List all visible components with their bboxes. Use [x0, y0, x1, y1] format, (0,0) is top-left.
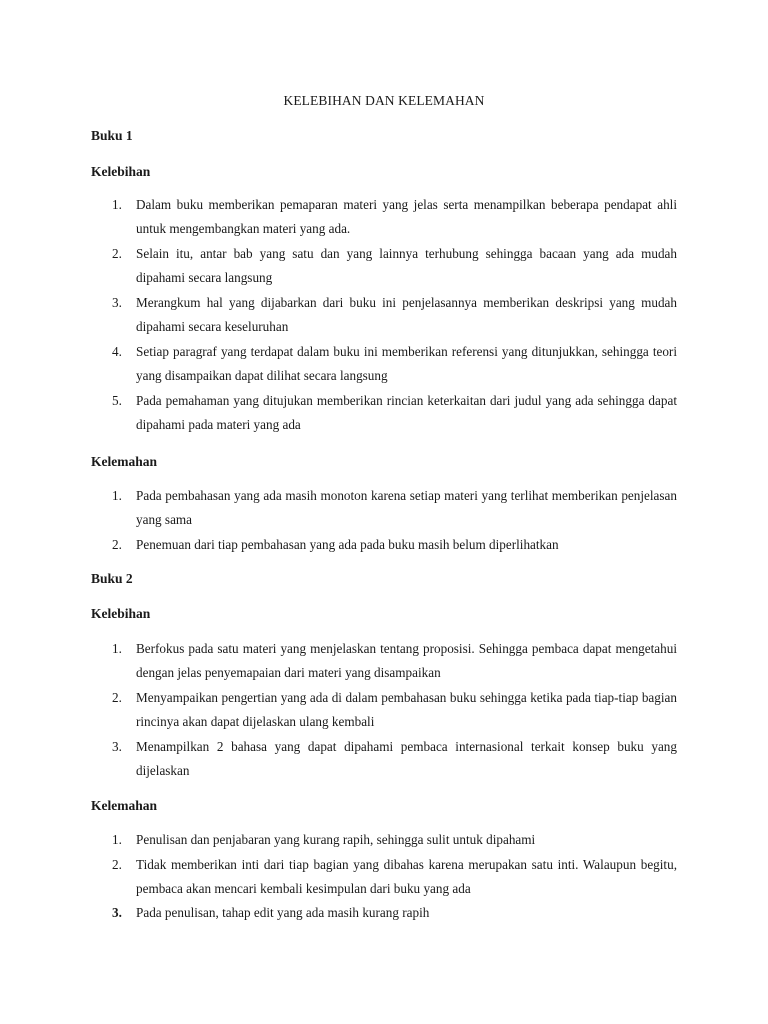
- list-item: [108, 637, 677, 686]
- book-1-strengths-heading: Kelebihan: [91, 164, 151, 179]
- item-number: 1.: [112, 641, 122, 656]
- item-text: Pada pemahaman yang ditujukan memberikan rincian keterkaitan dari judul yang ada sehingga dapat dipahami pada materi yang ada: [136, 392, 677, 432]
- item-number: 5.: [112, 392, 122, 408]
- item-text: Penulisan dan penjabaran yang kurang rapih, sehingga sulit untuk dipahami: [136, 832, 536, 847]
- item-number: 3.: [112, 905, 122, 921]
- item-text: Berfokus pada satu materi yang menjelaskan tentang proposisi. Sehingga pembaca dapat mengetahui dengan jelas penyemapaian dari materi yang disampaikan: [136, 641, 677, 681]
- book-2-strengths-list: [108, 637, 677, 784]
- book-2-heading: Buku 2: [91, 571, 133, 586]
- item-number: 1.: [112, 488, 122, 503]
- list-item: [108, 389, 677, 438]
- list-item: [108, 533, 677, 557]
- item-text: Penemuan dari tiap pembahasan yang ada pada buku masih belum diperlihatkan: [136, 536, 559, 552]
- item-text: Pada penulisan, tahap edit yang ada masih kurang rapih: [136, 905, 430, 921]
- book-1-heading: Buku 1: [91, 128, 133, 143]
- item-number: 2.: [112, 689, 122, 705]
- item-number: 4.: [112, 343, 122, 359]
- item-number: 1.: [112, 832, 122, 847]
- item-text: Menampilkan 2 bahasa yang dapat dipahami pembaca internasional terkait konsep buku yang dijelaskan: [136, 738, 677, 779]
- book-2-weaknesses-heading: Kelemahan: [91, 798, 157, 813]
- book-1-weaknesses-heading: Kelemahan: [91, 454, 157, 469]
- book-2-strengths-heading: Kelebihan: [91, 606, 151, 621]
- list-item: [108, 242, 677, 291]
- item-text: Merangkum hal yang dijabarkan dari buku ini penjelasannya memberikan deskripsi yang mudah dipahami secara keseluruhan: [136, 294, 677, 335]
- list-item: [108, 735, 677, 784]
- item-number: 1.: [112, 197, 122, 212]
- book-2-weaknesses-list: [108, 828, 677, 926]
- list-item: [108, 291, 677, 340]
- book-1-strengths-list: [108, 193, 677, 437]
- item-text: Menyampaikan pengertian yang ada di dalam pembahasan buku sehingga ketika pada tiap-tiap bagian rincinya akan dapat dijelaskan ulang kembali: [136, 689, 677, 730]
- item-text: Selain itu, antar bab yang satu dan yang lainnya terhubung sehingga bacaan yang ada mudah dipahami secara langsung: [136, 245, 677, 286]
- item-text: Dalam buku memberikan pemaparan materi yang jelas serta menampilkan beberapa pendapat ahli untuk mengembangkan materi yang ada.: [136, 197, 677, 237]
- item-number: 3.: [112, 294, 122, 310]
- item-text: Tidak memberikan inti dari tiap bagian yang dibahas karena merupakan satu inti. Walaupun begitu, pembaca akan mencari kembali kesimpulan dari buku yang ada: [136, 856, 677, 896]
- list-item: [108, 484, 677, 533]
- item-text: Setiap paragraf yang terdapat dalam buku ini memberikan referensi yang ditunjukkan, sehingga teori yang disampaikan dapat dilihat secara langsung: [136, 343, 677, 383]
- list-item: [108, 193, 677, 242]
- item-number: 2.: [112, 856, 122, 872]
- list-item: [108, 686, 677, 735]
- list-item: [108, 901, 677, 925]
- item-number: 3.: [112, 738, 122, 754]
- list-item: [108, 853, 677, 902]
- item-text: Pada pembahasan yang ada masih monoton karena setiap materi yang terlihat memberikan penjelasan yang sama: [136, 488, 677, 528]
- list-item: [108, 340, 677, 389]
- document-title: KELEBIHAN DAN KELEMAHAN: [283, 93, 485, 108]
- book-1-weaknesses-list: [108, 484, 677, 557]
- item-number: 2.: [112, 245, 122, 261]
- item-number: 2.: [112, 536, 122, 552]
- list-item: [108, 828, 677, 852]
